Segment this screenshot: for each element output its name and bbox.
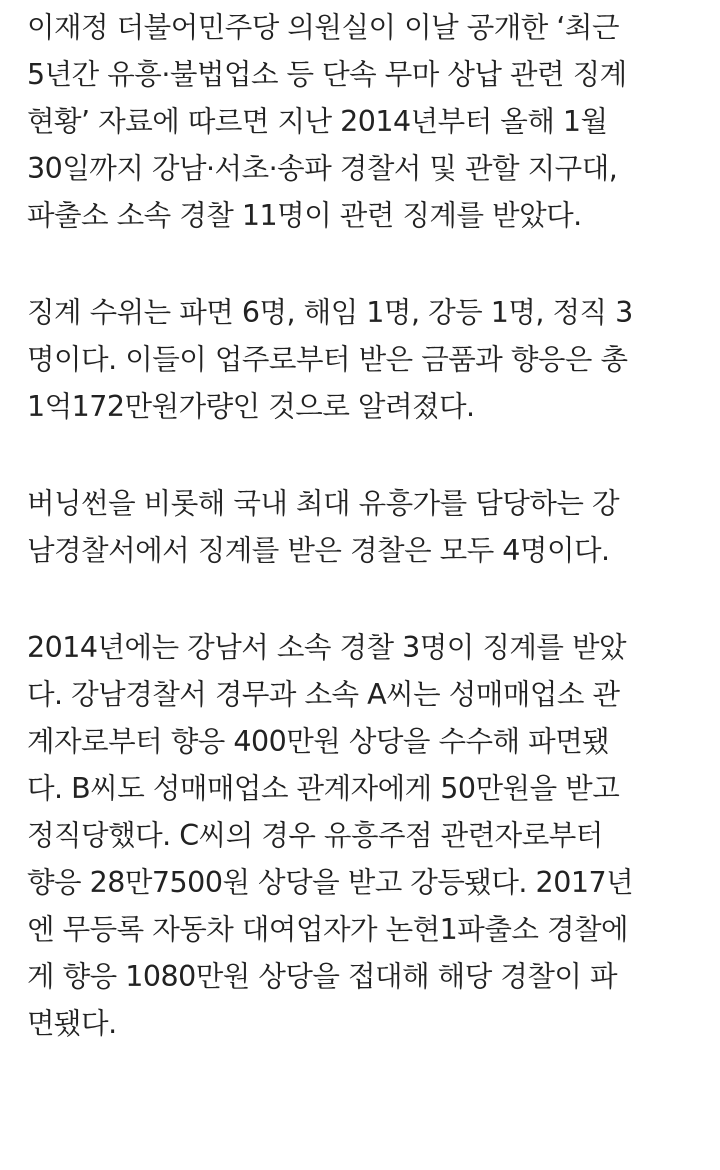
text-line: 계자로부터 향응 400만원 상당을 수수해 파면됐 [27,725,610,758]
paragraph-disciplinary-levels [27,289,720,430]
text-line: 5년간 유흥·불법업소 등 단속 무마 상납 관련 징계 [27,58,627,91]
text-line: 이재정 더불어민주당 의원실이 이날 공개한 ‘최근 [27,11,619,44]
text-line: 파출소 소속 경찰 11명이 관련 징계를 받았다. [27,199,582,232]
text-line: 향응 28만7500원 상당을 받고 강등됐다. 2017년 [27,866,634,899]
paragraph-gangnam-station [27,480,720,574]
text-line: 다. 강남경찰서 경무과 소속 A씨는 성매매업소 관 [27,678,620,711]
paragraph-disciplinary-overview [27,4,720,239]
text-line: 30일까지 강남·서초·송파 경찰서 및 관할 지구대, [27,152,618,185]
text-line: 1억172만원가량인 것으로 알려졌다. [27,390,475,423]
text-line: 남경찰서에서 징계를 받은 경찰은 모두 4명이다. [27,534,610,567]
text-line: 면됐다. [27,1007,117,1040]
text-line: 징계 수위는 파면 6명, 해임 1명, 강등 1명, 정직 3 [27,296,633,329]
text-line: 버닝썬을 비롯해 국내 최대 유흥가를 담당하는 강 [27,487,619,520]
text-line: 다. B씨도 성매매업소 관계자에게 50만원을 받고 [27,772,620,805]
text-line: 2014년에는 강남서 소속 경찰 3명이 징계를 받았 [27,631,627,664]
text-line: 엔 무등록 자동차 대여업자가 논현1파출소 경찰에 [27,913,629,946]
text-line: 현황’ 자료에 따르면 지난 2014년부터 올해 1월 [27,105,608,138]
text-line: 명이다. 이들이 업주로부터 받은 금품과 향응은 총 [27,343,628,376]
text-line: 게 향응 1080만원 상당을 접대해 해당 경찰이 파 [27,960,617,993]
text-line: 정직당했다. C씨의 경우 유흥주점 관련자로부터 [27,819,603,852]
paragraph-case-details [27,624,720,1047]
